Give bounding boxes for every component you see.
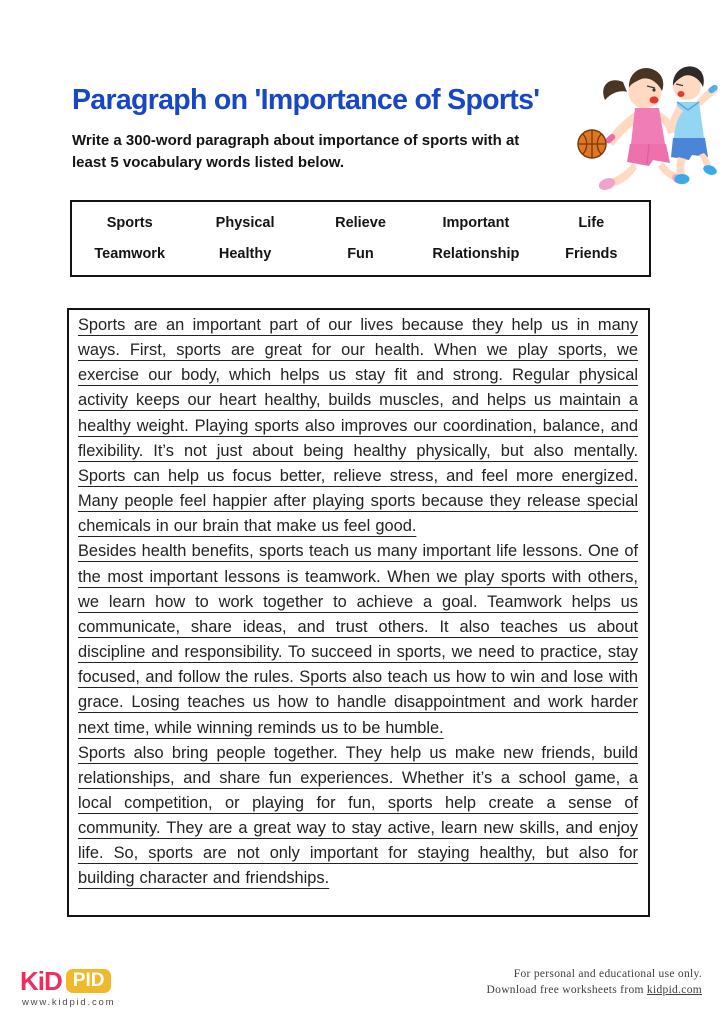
essay-text-box (67, 308, 650, 917)
vocab-word: Physical (215, 215, 275, 232)
vocabulary-box (70, 200, 651, 277)
vocab-word: Relieve (335, 215, 386, 232)
vocab-word: Sports (106, 215, 153, 232)
logo-kid-text: KiD (20, 966, 62, 996)
essay-paragraph: Besides health benefits, sports teach us many important life lessons. One of the most important lessons is teamwork. When we play sports with others, we learn how to work together to achieve a goal. Teamwork helps us communicate, share ideas, and trust others. It also teaches us about discipline and responsibility. To succeed in sports, we need to practice, stay focused, and follow the rules. Sports also teach us how to win and lose with grace. Losing teaches us how to handle disappointment and work harder next time, while winning reminds us to be humble. (78, 542, 638, 737)
footer-usage-note (487, 966, 702, 998)
kids-playing-basketball-illustration (577, 60, 718, 190)
essay-paragraph: Sports also bring people together. They help us make new friends, build relationships, and share fun experiences. Whether it’s a school game, a local competition, or playing for fun, sports help create a sense of community. They are a great way to stay active, learn new skills, and enjoy life. So, sports are not only important for staying healthy, but also for building character and friendships. (78, 743, 638, 888)
kidpid-link[interactable]: kidpid.com (646, 984, 702, 996)
instructions-text: Write a 300-word paragraph about importance of sports with at least 5 vocabulary words listed below. (72, 132, 520, 171)
vocab-word: Relationship (432, 245, 520, 262)
vocab-word: Healthy (218, 245, 272, 262)
vocab-word: Friends (565, 245, 618, 262)
vocab-word: Teamwork (94, 245, 166, 262)
footer-usage-line1: For personal and educational use only. (513, 968, 702, 980)
vocab-word: Life (578, 215, 605, 232)
essay-paragraph: Sports are an important part of our lives because they help us in many ways. First, sports are great for our health. When we play sports, we exercise our body, which helps us stay fit and strong. Regular physical activity keeps our heart healthy, builds muscles, and helps us maintain a healthy weight. Playing sports also improves our coordination, balance, and flexibility. It’s not just about being healthy physically, but also mentally. Sports can help us focus better, relieve stress, and feel more energized. Many people feel happier after playing sports because they release special chemicals in our brain that make us feel good. (78, 316, 638, 536)
footer-usage-line2 (487, 982, 702, 998)
kidpid-logo (20, 968, 115, 1008)
logo-pid-badge: PID (66, 969, 112, 993)
footer-usage-line2-text: Download free worksheets from (486, 984, 647, 996)
vocab-word: Fun (347, 245, 374, 262)
page-title: Paragraph on 'Importance of Sports' (72, 84, 540, 116)
vocab-word: Important (442, 215, 510, 232)
logo-website-url: www.kidpid.com (22, 997, 116, 1008)
